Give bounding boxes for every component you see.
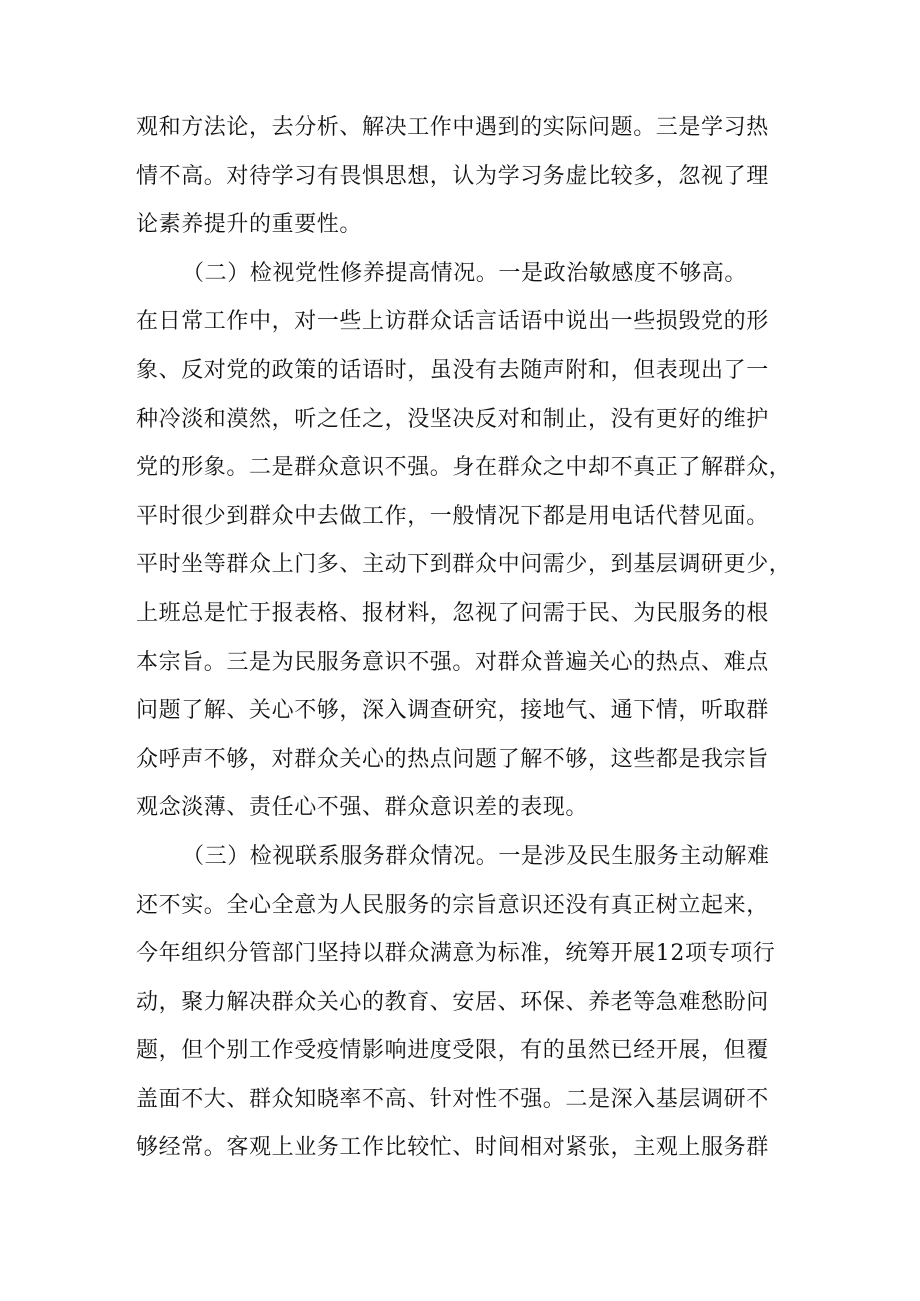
text-line: 本宗旨。三是为民服务意识不强。对群众普遍关心的热点、难点 xyxy=(136,649,769,675)
text-line: 问题了解、关心不够，深入调查研究，接地气、通下情，听取群 xyxy=(136,698,769,724)
text-line: 动，聚力解决群众关心的教育、安居、环保、养老等急难愁盼问 xyxy=(136,989,769,1015)
text-line: 平时很少到群众中去做工作，一般情况下都是用电话代替见面。 xyxy=(136,503,769,529)
section-heading-line: （二）检视党性修养提高情况。一是政治敏感度不够高。 xyxy=(182,260,748,286)
text-line: 情不高。对待学习有畏惧思想，认为学习务虚比较多，忽视了理 xyxy=(136,163,769,189)
text-line: 党的形象。二是群众意识不强。身在群众之中却不真正了解群众， xyxy=(136,455,792,481)
text-line: 观和方法论，去分析、解决工作中遇到的实际问题。三是学习热 xyxy=(136,115,769,140)
text-line: 盖面不大、群众知晓率不高、针对性不强。二是深入基层调研不 xyxy=(136,1086,769,1112)
text-line: 论素养提升的重要性。 xyxy=(136,212,363,238)
section-heading-line: （三）检视联系服务群众情况。一是涉及民生服务主动解难 xyxy=(182,843,770,869)
text-line: 种冷淡和漠然，听之任之，没坚决反对和制止，没有更好的维护 xyxy=(136,406,769,432)
document-body xyxy=(136,104,798,1173)
text-line: 象、反对党的政策的话语时，虽没有去随声附和，但表现出了一 xyxy=(136,357,769,383)
text-line: 今年组织分管部门坚持以群众满意为标准，统筹开展12项专项行 xyxy=(136,941,776,967)
text-line: 题，但个别工作受疫情影响进度受限，有的虽然已经开展，但覆 xyxy=(136,1038,769,1064)
text-line: 上班总是忙于报表格、报材料，忽视了问需于民、为民服务的根 xyxy=(136,600,769,626)
text-line: 还不实。全心全意为人民服务的宗旨意识还没有真正树立起来， xyxy=(136,892,769,918)
text-line: 平时坐等群众上门多、主动下到群众中问需少，到基层调研更少， xyxy=(136,552,792,578)
text-line: 众呼声不够，对群众关心的热点问题了解不够，这些都是我宗旨 xyxy=(136,746,769,772)
text-line: 够经常。客观上业务工作比较忙、时间相对紧张，主观上服务群 xyxy=(136,1135,769,1161)
text-line: 观念淡薄、责任心不强、群众意识差的表现。 xyxy=(136,795,589,821)
text-line: 在日常工作中，对一些上访群众话言话语中说出一些损毁党的形 xyxy=(136,309,769,335)
